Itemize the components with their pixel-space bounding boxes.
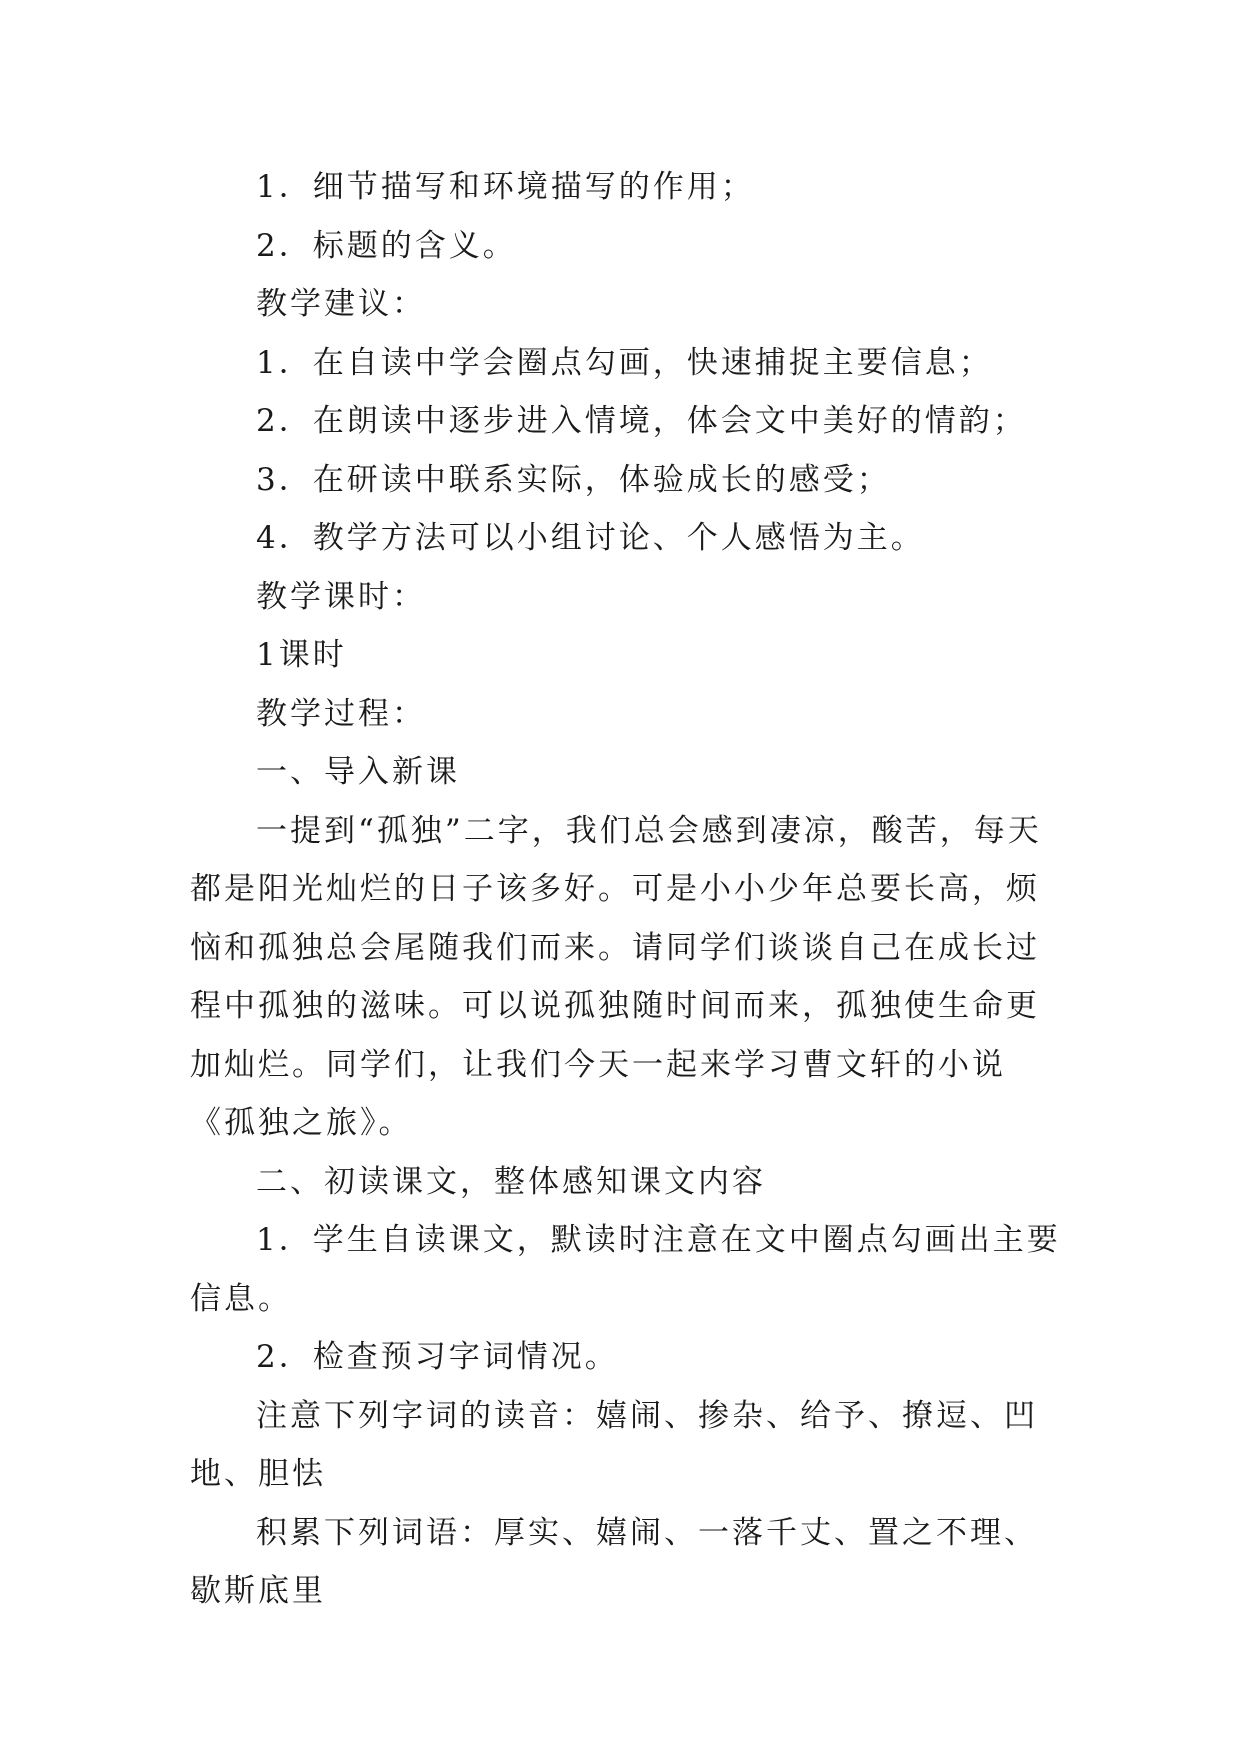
- paragraph-class-hours-value: 1课时: [256, 637, 347, 673]
- subheading-intro-new-lesson: 一、导入新课: [256, 754, 460, 790]
- paragraph-suggestion-2: 2．在朗读中逐步进入情境，体会文中美好的情韵；: [256, 403, 1027, 439]
- document-body: [190, 158, 1070, 1621]
- section-heading-teaching-process: 教学过程：: [256, 695, 426, 732]
- paragraph-self-reading: 1．学生自读课文，默读时注意在文中圈点勾画出主要信息。: [190, 1222, 1061, 1317]
- paragraph-suggestion-3: 3．在研读中联系实际，体验成长的感受；: [256, 461, 891, 498]
- paragraph-pronunciation: 注意下列字词的读音：嬉闹、掺杂、给予、撩逗、凹地、胆怯: [190, 1397, 1038, 1492]
- section-heading-teaching-suggestions: 教学建议：: [256, 286, 426, 322]
- section-heading-class-hours: 教学课时：: [256, 578, 426, 615]
- paragraph-intro-body: 一提到“孤独”二字，我们总会感到凄凉，酸苦，每天都是阳光灿烂的日子该多好。可是小小少年总要长高，烦恼和孤独总会尾随我们而来。请同学们谈谈自己在成长过程中孤独的滋味。可以说孤独随时间而来，孤独使生命更加灿烂。同学们，让我们今天一起来学习曹文轩的小说《孤独之旅》。: [190, 812, 1042, 1141]
- paragraph-item-1: 1．细节描写和环境描写的作用；: [256, 169, 755, 205]
- subheading-first-reading: 二、初读课文，整体感知课文内容: [256, 1163, 766, 1200]
- paragraph-suggestion-4: 4．教学方法可以小组讨论、个人感悟为主。: [256, 520, 925, 556]
- paragraph-vocabulary: 积累下列词语：厚实、嬉闹、一落千丈、置之不理、歇斯底里: [190, 1514, 1038, 1609]
- paragraph-suggestion-1: 1．在自读中学会圈点勾画，快速捕捉主要信息；: [256, 344, 993, 381]
- paragraph-item-2: 2．标题的含义。: [256, 227, 517, 264]
- paragraph-check-preview: 2．检查预习字词情况。: [256, 1339, 619, 1375]
